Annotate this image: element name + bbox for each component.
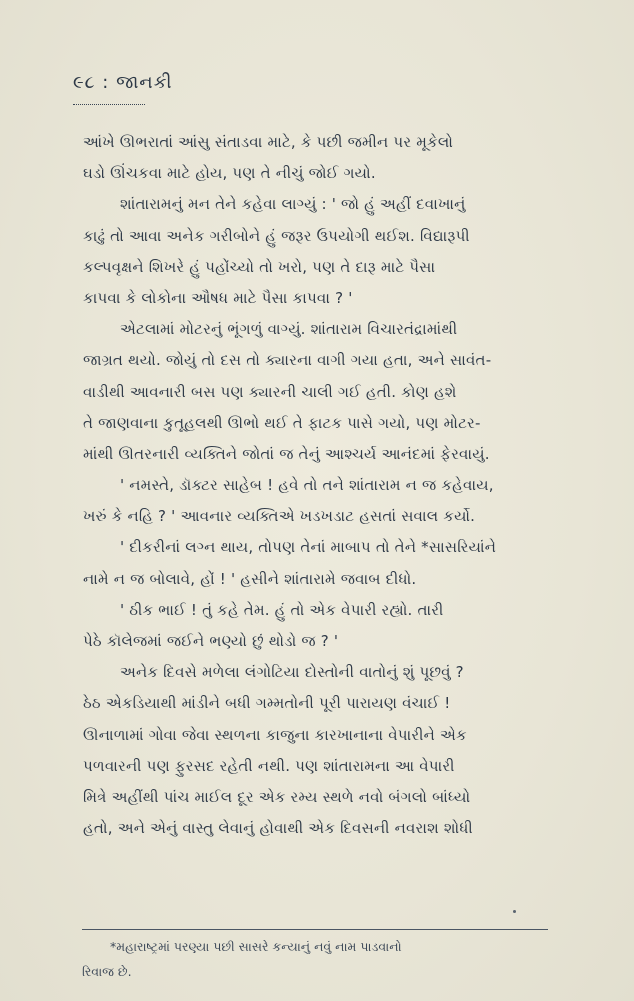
footnote-rule [82,929,548,930]
running-head: ૯૮ : જાનકી [73,72,173,93]
footnote [82,934,550,984]
text-line: ' દીકરીનાં લગ્ન થાય, તોપણ તેનાં માબાપ તો તેને *સાસરિયાંને [120,538,497,557]
text-line: નામે ન જ બોલાવે, હોં ! ' હસીને શાંતારામે જવાબ દીધો. [83,569,417,588]
text-line: માંથી ઊતરનારી વ્યક્તિને જોતાં જ તેનું આશ્ચર્ય આનંદમાં ફેરવાયું. [83,444,490,463]
ink-speck [513,910,516,913]
text-line: ' નમસ્તે, ડૉક્ટર સાહેબ ! હવે તો તને શાંતારામ ન જ કહેવાય, [120,476,494,495]
text-line: ઊનાળામાં ગોવા જેવા સ્થળના કાજુના કારખાનાના વેપારીને એક [83,725,467,744]
text-line: હતો, અને એનું વાસ્તુ લેવાનું હોવાથી એક દિવસની નવરાશ શોધી [83,819,473,838]
text-line: વાડીથી આવનારી બસ પણ ક્યારની ચાલી ગઈ હતી. કોણ હશે [83,382,457,401]
footnote-line: રિવાજ છે. [82,964,132,979]
text-line: પેઠે કૉલેજમાં જઈને ભણ્યો છું થોડો જ ? ' [83,632,339,650]
text-line: પળવારની પણ ફુરસદ રહેતી નથી. પણ શાંતારામના આ વેપારી [83,756,455,775]
text-line: કલ્પવૃક્ષને શિખરે હું પહોંચ્યો તો ખરો, પણ તે દારૂ માટે પૈસા [83,257,436,276]
text-line: તે જાણવાના કુતૂહલથી ઊભો થઈ તે ફાટક પાસે ગયો, પણ મોટર- [83,413,481,432]
text-line: એટલામાં મોટરનું ભૂંગળું વાગ્યું. શાંતારામ વિચારતંદ્રામાંથી [120,320,458,339]
text-line: ઠેઠ એકડિયાથી માંડીને બધી ગમ્મતોની પૂરી પારાયણ વંચાઈ ! [83,694,451,713]
text-line: કાપવા કે લોકોના ઔષધ માટે પૈસા કાપવા ? ' [83,288,353,307]
text-line: ખરું કે નહિ ? ' આવનાર વ્યક્તિએ ખડખડાટ હસતાં સવાલ કર્યો. [83,507,476,526]
text-line: કાઢું તો આવા અનેક ગરીબોને હું જરૂર ઉપયોગી થઈશ. વિદ્યારૂપી [83,226,470,245]
text-line: મિત્રે અહીંથી પાંચ માઈલ દૂર એક રમ્ય સ્થળે નવો બંગલો બાંધ્યો [83,787,471,806]
text-line: આંખે ઊભરાતાં આંસુ સંતાડવા માટે, કે પછી જમીન પર મૂકેલો [83,133,454,151]
text-line: જાગ્રત થયો. જોયું તો દસ તો ક્યારના વાગી ગયા હતા, અને સાવંત- [83,351,492,370]
text-line: ' ઠીક ભાઈ ! તું કહે તેમ. હું તો એક વેપારી રહ્યો. તારી [120,600,444,619]
body-text [83,127,548,844]
footnote-line: *મહારાષ્ટ્રમાં પરણ્યા પછી સાસરે કન્યાનું નવું નામ પાડવાનો [110,939,402,954]
text-line: શાંતારામનું મન તેને કહેવા લાગ્યું : ' જો હું અહીં દવાખાનું [120,195,466,214]
text-line: ઘડો ઊંચકવા માટે હોય, પણ તે નીચું જોઈ ગયો. [83,164,376,183]
text-line: અનેક દિવસે મળેલા લંગોટિયા દોસ્તોની વાતોનું શું પૂછવું ? [120,663,464,682]
header-rule [73,104,145,105]
